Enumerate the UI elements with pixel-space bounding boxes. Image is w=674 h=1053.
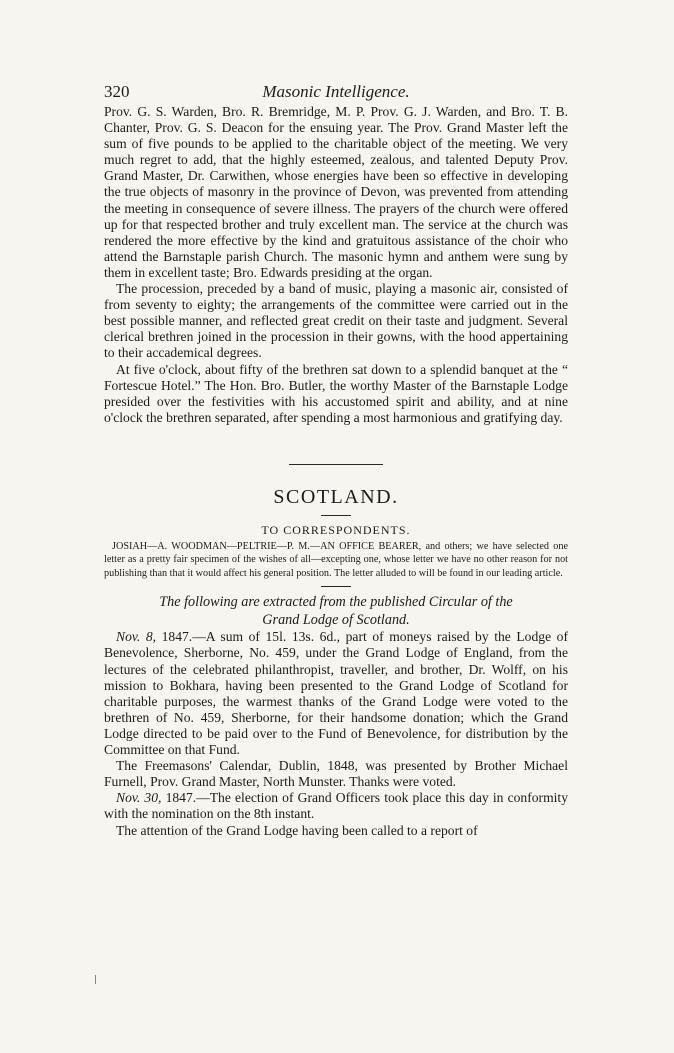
devon-paragraph-3: At five o'clock, about fifty of the brethren sat down to a splendid banquet at the “ Fortescue Hotel.” The Hon. Bro. Butler, the worthy Master of the Barnstaple Lodge presided over the festivities with his accustomed spirit and ability, and at nine o'clock the brethren separated, after spending a most harmonious and gratifying day. [104,361,568,425]
entry-text: 1847.—The election of Grand Officers took place this day in conformity with the nomination on the 8th instant. [104,790,568,822]
entry-text: 1847.—A sum of 15l. 13s. 6d., part of moneys raised by the Lodge of Benevolence, Sherborne, No. 459, under the Grand Lodge of England, from the lectures of the celebrated philanthropist, traveller, and brother, Dr. Wolff, on his mission to Bokhara, having been presented to the Grand Lodge of Scotland for charitable purposes, the warmest thanks of the Grand Lodge were voted to the brethren of No. 459, Sherborne, for their handsome donation; which the Grand Lodge directed to be paid over to the Fund of Benevolence, for distribution by the Committee on that Fund. [104,629,568,758]
circular-heading-line-1: The following are extracted from the published Circular of the [159,594,513,611]
page-number: 320 [104,82,130,101]
devon-paragraph-1: Prov. G. S. Warden, Bro. R. Bremridge, M. P. Prov. G. J. Warden, and Bro. T. B. Chanter, Prov. G. S. Deacon for the ensuing year. The Prov. Grand Master left the sum of five pounds to be applied to the charitable object of the meeting. We very much regret to add, that the highly esteemed, zealous, and talented Deputy Prov. Grand Master, Dr. Carwithen, whose energies have been so effective in developing the true objects of masonry in the province of Devon, was prevented from attending the meeting in consequence of severe illness. The prayers of the church were offered up for that respected brother and truly excellent man. The service at the church was rendered the more effective by the kind and gratuitous assistance of the choir who attend the Barnstaple parish Church. The masonic hymn and anthem were sung by them in excellent taste; Bro. Edwards presiding at the organ. [104,104,568,280]
circular-heading [104,593,568,629]
circular-entry-4: The attention of the Grand Lodge having been called to a report of [116,822,478,838]
running-head [104,82,568,104]
correspondents-note: JOSIAH—A. WOODMAN—PELTRIE—P. M.—AN OFFICE BEARER, and others; we have selected one letter as a pretty fair specimen of the wishes of all—excepting one, whose letter we have no other reason for not publishing than that it would affect his general position. The letter alluded to will be found in our leading article. [104,540,568,579]
circular-entry-1 [104,629,568,758]
circular-entry-3 [104,790,568,822]
correspondents-heading: TO CORRESPONDENTS. [261,522,411,537]
circular-entry-2: The Freemasons' Calendar, Dublin, 1848, was presented by Brother Michael Furnell, Prov. Grand Master, North Munster. Thanks were voted. [104,758,568,790]
section-title: SCOTLAND. [273,485,399,508]
page [104,82,568,839]
margin-mark [95,975,96,984]
devon-paragraph-2: The procession, preceded by a band of music, playing a masonic air, consisted of from seventy to eighty; the arrangements of the committee were carried out in the best possible manner, and reflected great credit on their taste and judgment. Several clerical brethren joined in the procession in their gowns, with the hood appertaining to their accademical degrees. [104,281,568,361]
entry-date: Nov. 8, [116,629,157,645]
running-title: Masonic Intelligence. [262,82,410,101]
note-rule [321,586,351,587]
circular-heading-line-2: Grand Lodge of Scotland. [262,612,410,629]
entry-date: Nov. 30, [116,790,162,806]
section-divider [289,464,383,465]
title-rule [321,515,351,516]
